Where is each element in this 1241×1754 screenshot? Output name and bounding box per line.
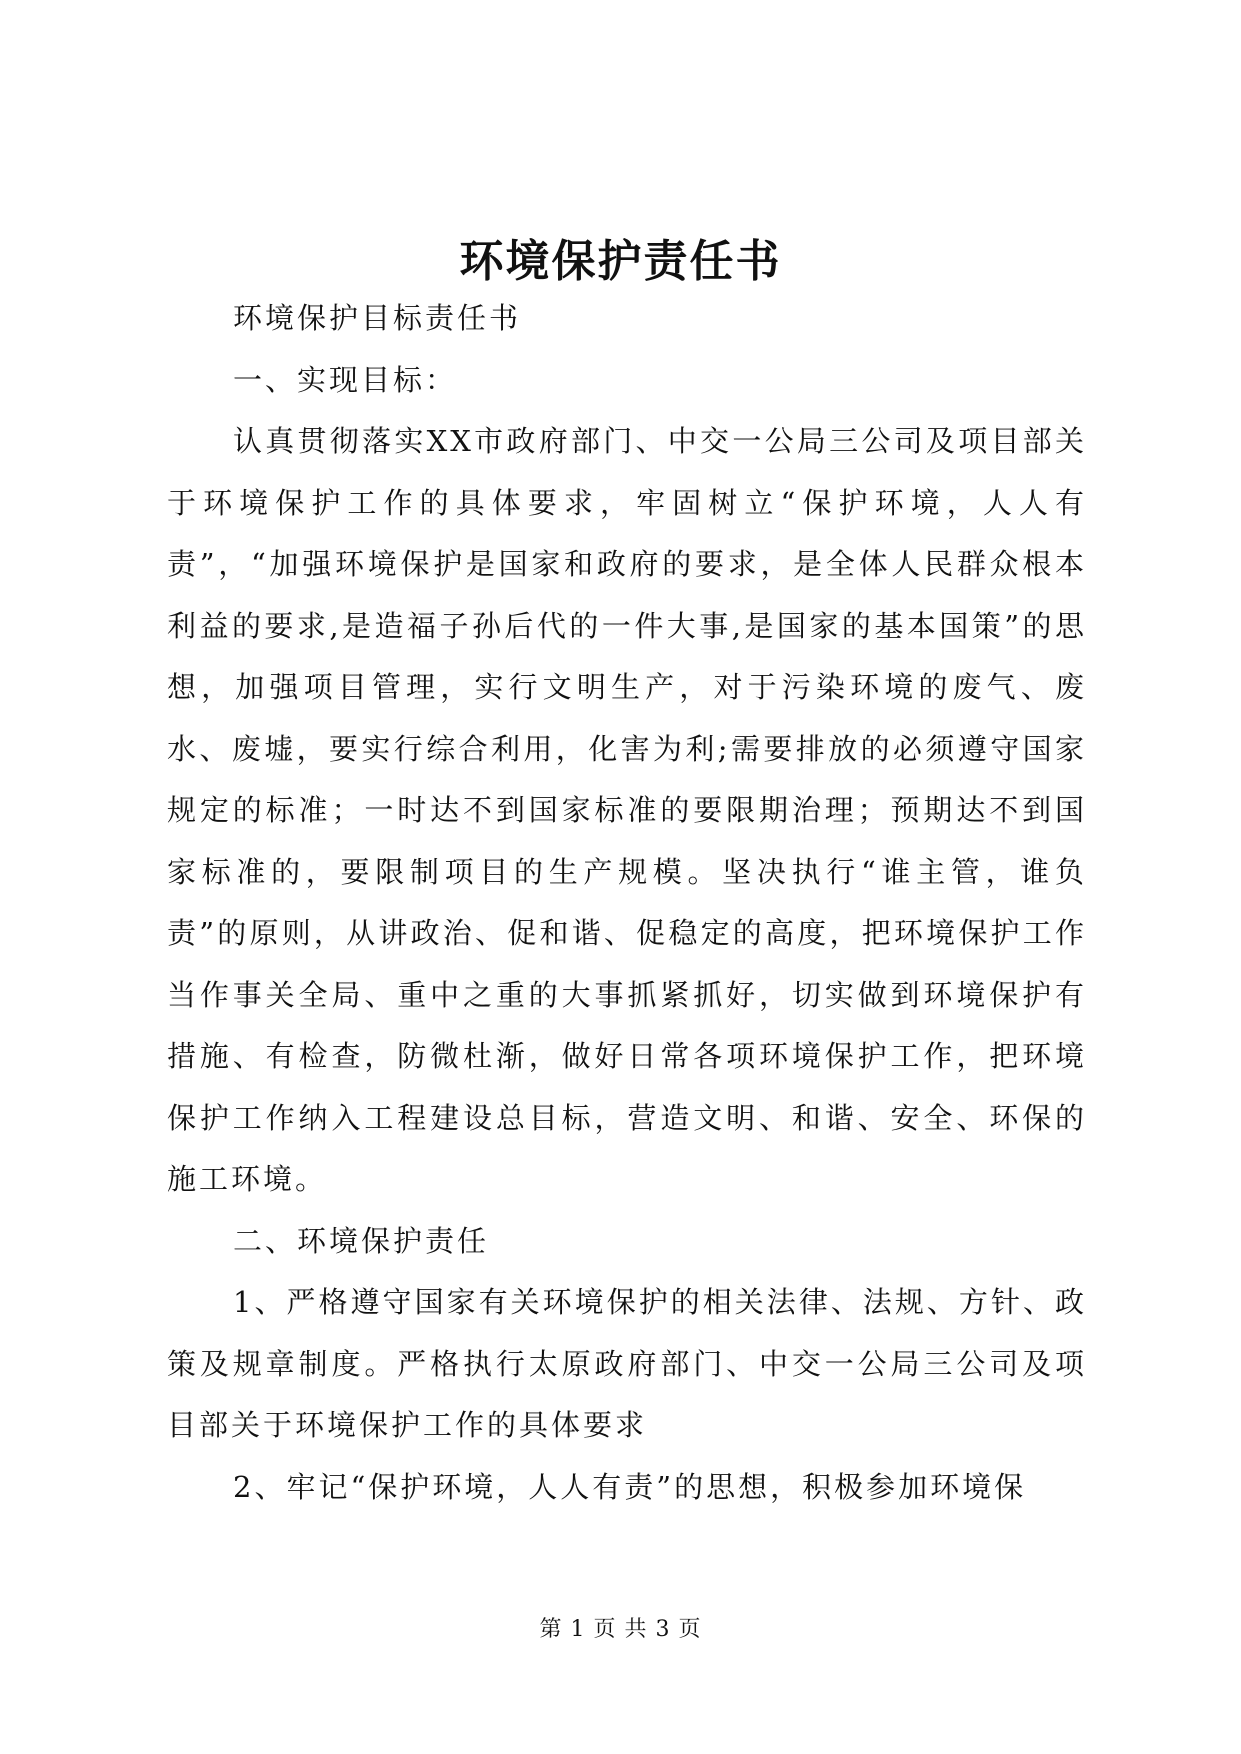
paragraph-item-2: 2、牢记“保护环境，人人有责”的思想，积极参加环境保: [233, 1469, 1027, 1504]
paragraph-item-1: 1、严格遵守国家有关环境保护的相关法律、法规、方针、政策及规章制度。严格执行太原政府部门、中交一公局三公司及项目部关于环境保护工作的具体要求: [167, 1285, 1087, 1442]
paragraph-subtitle: 环境保护目标责任书: [233, 301, 522, 335]
page-footer: 第 1 页 共 3 页: [539, 1617, 702, 1642]
document-title: 环境保护责任书: [459, 236, 782, 287]
document-body: [167, 288, 1087, 1518]
paragraph-goals-body: 认真贯彻落实XX市政府部门、中交一公局三公司及项目部关于环境保护工作的具体要求，牢固树立“保护环境，人人有责”，“加强环境保护是国家和政府的要求，是全体人民群众根本利益的要求,是造福子孙后代的一件大事,是国家的基本国策”的思想，加强项目管理，实行文明生产，对于污染环境的废气、废水、废墟，要实行综合利用，化害为利;需要排放的必须遵守国家规定的标准；一时达不到国家标准的要限期治理；预期达不到国家标准的，要限制项目的生产规模。坚决执行“谁主管，谁负责”的原则，从讲政治、促和谐、促稳定的高度，把环境保护工作当作事关全局、重中之重的大事抓紧抓好，切实做到环境保护有措施、有检查，防微杜渐，做好日常各项环境保护工作，把环境保护工作纳入工程建设总目标，营造文明、和谐、安全、环保的施工环境。: [167, 424, 1087, 1196]
paragraph-heading-goals: 一、实现目标：: [233, 362, 458, 397]
paragraph-heading-responsibility: 二、环境保护责任: [233, 1223, 490, 1258]
